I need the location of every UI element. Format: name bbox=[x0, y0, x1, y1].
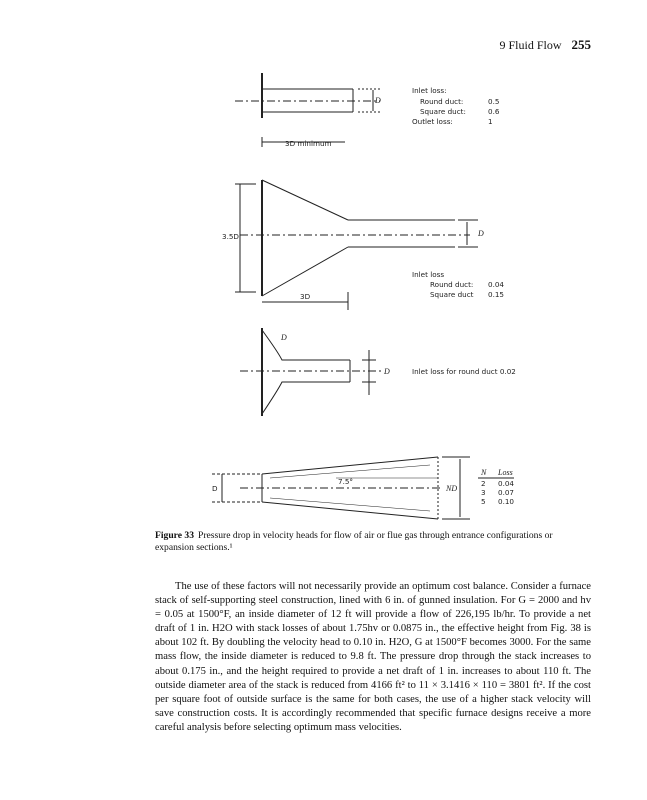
panel1-row-label: Square duct: bbox=[420, 107, 466, 116]
panel-gradual-expansion bbox=[212, 457, 514, 519]
panel4-cell: 0.04 bbox=[498, 479, 515, 488]
panel2-length-label: 3D bbox=[300, 292, 311, 301]
panel-duct-inlet bbox=[235, 73, 380, 147]
panel4-header-n: N bbox=[481, 468, 487, 477]
section-title: 9 Fluid Flow bbox=[499, 38, 562, 52]
panel2-row-label: Square duct bbox=[430, 290, 474, 299]
panel4-left-label: D bbox=[212, 484, 218, 493]
figure-33 bbox=[0, 60, 647, 520]
panel2-row-label: Round duct: bbox=[430, 280, 474, 289]
page-number: 255 bbox=[571, 37, 591, 52]
panel2-row-value: 0.04 bbox=[488, 280, 505, 289]
body-paragraph: The use of these factors will not necessarily provide an optimum cost balance. Consider a furnace stack of self-supporting steel construction, lined with 6 in. of gunned insulation. For G = 2000 and hv = 0.05 at 1500°F, an inside diameter of 12 ft will provide a flow of 226,195 lb/hr. To provide a net draft of 1 in. H2O with stack losses of about 1.75hv or 0.0875 in., the effective height from Fig. 38 is about 102 ft. By doubling the velocity head to 0.10 in. H2O, G at 1500°F becomes 3000. For the same mass flow, the inside diameter is reduced to 9.8 ft. The pressure drop through the stack increases to about 0.175 in., and the height required to provide a net draft of 1 in. increases to about 110 ft. The outside diameter area of the stack is reduced from 4166 ft² to 11 × 3.1416 × 110 = 3801 ft². If the cost per square foot of outside surface is the same for both cases, the use of a higher stack velocity will save construction costs. It is accordingly recommended that specific furnace designs receive a more careful analysis before selecting optimum mass velocities. bbox=[155, 581, 591, 733]
panel1-row-label: Inlet loss: bbox=[412, 86, 447, 95]
panel1-d-label: D bbox=[375, 96, 381, 105]
panel4-cell: 3 bbox=[481, 488, 486, 497]
page-header bbox=[499, 37, 591, 53]
panel3-d-label: D bbox=[384, 367, 390, 376]
panel4-angle-label: 7.5° bbox=[338, 477, 354, 486]
panel1-row-value: 1 bbox=[488, 117, 493, 126]
panel1-row-label: Outlet loss: bbox=[412, 117, 453, 126]
caption-label: Figure 33 bbox=[155, 530, 194, 541]
panel4-right-label: ND bbox=[446, 484, 458, 493]
panel1-row-value: 0.5 bbox=[488, 97, 500, 106]
panel2-row-value: 0.15 bbox=[488, 290, 505, 299]
panel4-cell: 0.07 bbox=[498, 488, 515, 497]
panel2-d-label: D bbox=[478, 229, 484, 238]
caption-text: Pressure drop in velocity heads for flow of air or flue gas through entrance configurations or expansion sections.¹ bbox=[155, 530, 553, 553]
panel3-radius-label: D bbox=[281, 333, 287, 342]
panel2-row-label: Inlet loss bbox=[412, 270, 445, 279]
panel4-cell: 0.10 bbox=[498, 497, 515, 506]
figure-caption bbox=[155, 530, 590, 554]
panel4-cell: 5 bbox=[481, 497, 486, 506]
panel-rounded-inlet bbox=[240, 328, 382, 416]
panel4-cell: 2 bbox=[481, 479, 486, 488]
panel3-note: Inlet loss for round duct 0.02 bbox=[412, 367, 516, 376]
panel1-dim-label: 3D minimum bbox=[285, 139, 332, 148]
panel4-header-loss: Loss bbox=[498, 468, 513, 477]
panel1-row-value: 0.6 bbox=[488, 107, 500, 116]
panel2-height-label: 3.5D bbox=[222, 232, 239, 241]
panel1-row-label: Round duct: bbox=[420, 97, 464, 106]
